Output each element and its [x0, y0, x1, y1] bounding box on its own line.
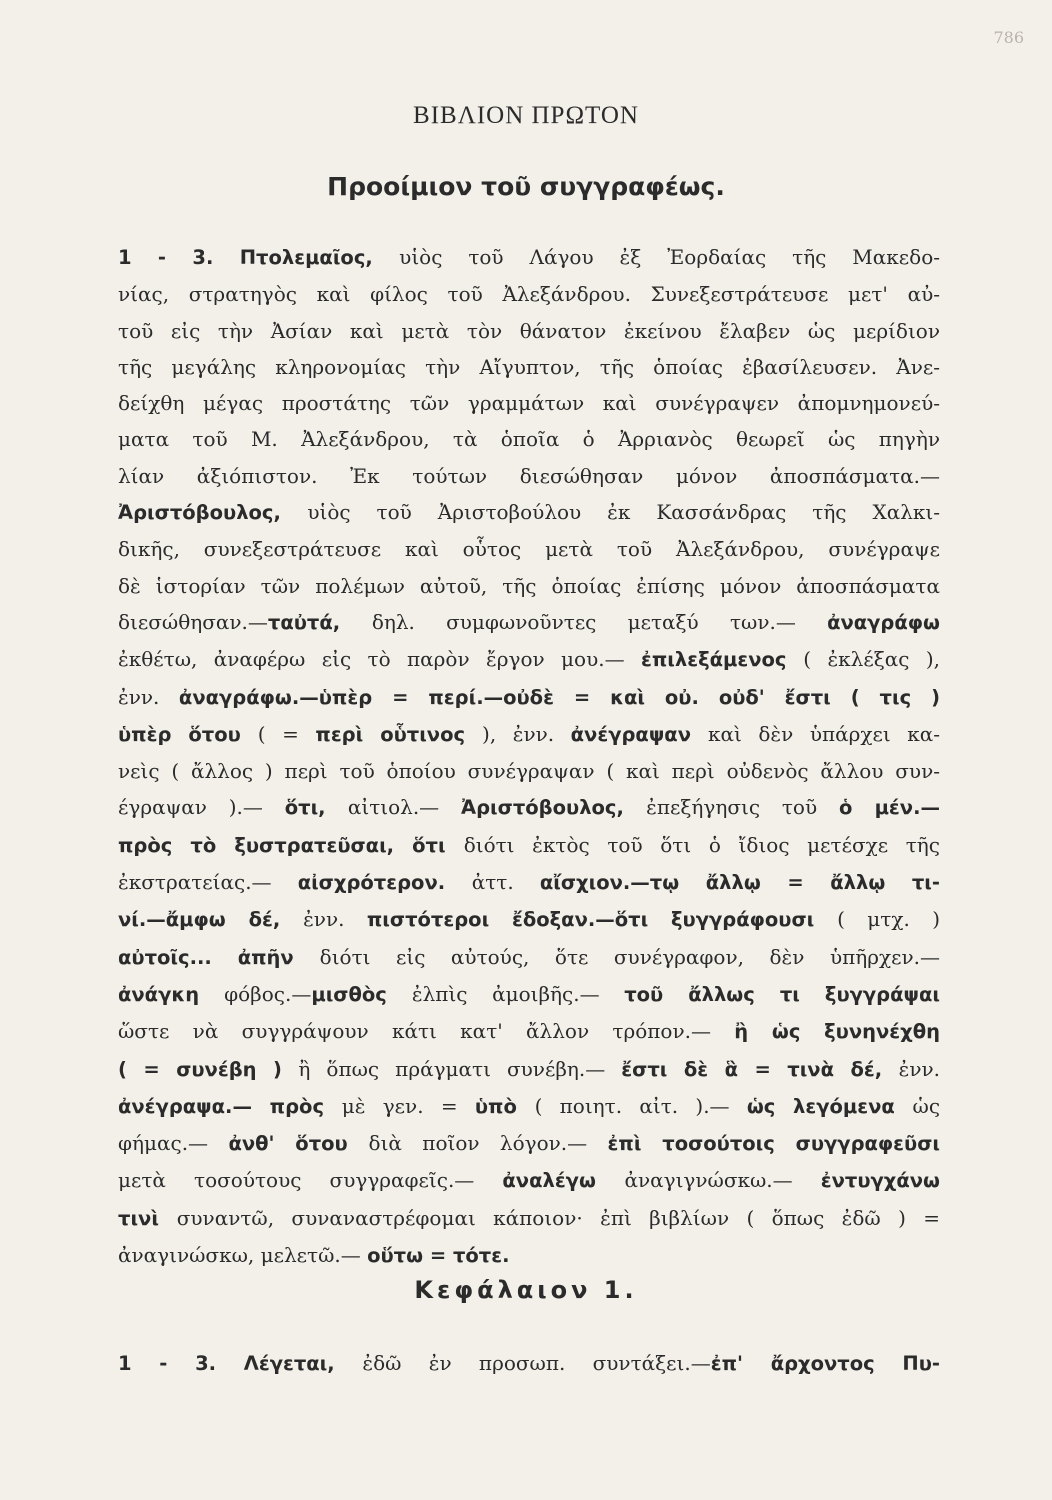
gloss-text: ἐνν.: [118, 684, 179, 709]
gloss-text: ( ποιητ. αἰτ. ).—: [534, 1093, 747, 1118]
text-line: [118, 276, 940, 312]
lemma-bold: ἀνάγκη: [118, 982, 225, 1006]
text-line: [118, 753, 940, 789]
lemma-bold: περὶ οὗτινος: [315, 722, 483, 746]
text-line: [118, 385, 940, 421]
lemma-bold: ἀνέγραψαν: [570, 722, 708, 746]
lemma-bold: αὐτοῖς... ἀπῆν: [118, 945, 320, 969]
chapter-commentary: [118, 1345, 940, 1382]
gloss-text: ἐδῶ ἐν προσωπ. συντάξει.—: [362, 1351, 711, 1375]
gloss-text: διότι ἐκτὸς τοῦ ὅτι ὁ ἴδιος μετέσχε τῆς: [463, 832, 940, 857]
lemma-bold: ( = συνέβη ): [118, 1057, 299, 1081]
page-number: 786: [993, 28, 1024, 47]
gloss-text: καὶ δὲν ὑπάρχει κα-: [707, 721, 941, 746]
lemma-bold: αἰσχρότερον.: [297, 871, 472, 895]
gloss-text: έγραψαν ).—: [118, 795, 285, 820]
gloss-text: συναντῶ, συναναστρέφομαι κάποιον· ἐπὶ βιβλίων ( ὅπως ἐδῶ ) =: [176, 1205, 940, 1230]
text-line: [118, 827, 940, 864]
gloss-text: δηλ. συμφωνοῦντες μεταξύ των.—: [371, 609, 828, 634]
lemma-bold: τοῦ ἄλλως τι ξυγγράψαι: [624, 982, 941, 1006]
gloss-text: αἰτιολ.—: [347, 795, 461, 820]
lemma-bold: Ἀριστόβουλος,: [118, 501, 308, 525]
lemma-bold: ἀναλέγω: [502, 1169, 625, 1193]
gloss-text: ὡς: [912, 1093, 941, 1118]
gloss-text: φήμας.—: [118, 1131, 229, 1156]
text-line: [118, 568, 940, 604]
gloss-text: υἱὸς τοῦ Ἀριστοβούλου ἐκ Κασσάνδρας τῆς Χαλκι-: [307, 500, 940, 525]
text-line: [118, 1013, 940, 1050]
text-line: [118, 458, 940, 494]
lemma-bold: ἐπ' ἄρχοντος Πυ-: [710, 1352, 940, 1375]
lemma-bold: ἀναγράφω.—ὑπὲρ = περί.—οὐδὲ = καὶ οὐ. οὐδ' ἔστι ( τις ): [178, 685, 941, 709]
preface-title: Προοίμιον τοῦ συγγραφέως.: [327, 172, 725, 201]
chapter-title: Κεφάλαιον 1.: [414, 1276, 638, 1304]
gloss-text: ἐλπὶς ἀμοιβῆς.—: [411, 981, 625, 1006]
lemma-bold: ὡς λεγόμενα: [746, 1094, 913, 1118]
text-line: [118, 531, 940, 567]
lemma-bold: ἐπὶ τοσούτοις συγγραφεῦσι: [607, 1132, 940, 1156]
gloss-text: ὥστε νὰ συγγράψουν κάτι κατ' ἄλλον τρόπον.—: [118, 1019, 735, 1044]
lemma-bold: ἀναγράφω: [827, 610, 940, 634]
text-line: [118, 976, 940, 1013]
lemma-bold: ταὐτά,: [267, 610, 372, 634]
gloss-text: ἐνν.: [898, 1056, 940, 1081]
lemma-bold: ὑπὲρ ὅτου: [118, 722, 258, 746]
text-line: [118, 679, 940, 716]
gloss-text: ἐκθέτω, ἀναφέρω εἰς τὸ παρὸν ἔργον μου.—: [118, 647, 641, 672]
gloss-text: ( μτχ. ): [837, 907, 941, 932]
gloss-text: ἀττ.: [471, 870, 540, 895]
gloss-text: ματα τοῦ Μ. Ἀλεξάνδρου, τὰ ὁποῖα ὁ Ἀρριανὸς θεωρεῖ ὡς πηγὴν: [118, 427, 940, 452]
text-line: [118, 901, 940, 938]
lemma-bold: μισθὸς: [311, 982, 412, 1006]
lemma-bold: ὅτι,: [284, 796, 348, 820]
lemma-bold: ἐπιλεξάμενος: [641, 648, 804, 672]
lemma-bold: τινὶ: [118, 1206, 177, 1230]
gloss-text: ἢ ὅπως πράγματι συνέβη.—: [298, 1056, 622, 1081]
lemma-bold: ἀνθ' ὅτου: [228, 1132, 369, 1156]
text-line: [118, 239, 940, 276]
commentary-text: [118, 239, 940, 1274]
text-line: [118, 716, 940, 753]
lemma-bold: οὕτω = τότε.: [367, 1244, 510, 1268]
gloss-text: υἱὸς τοῦ Λάγου ἐξ Ἐορδαίας τῆς Μακεδο-: [399, 245, 940, 269]
lemma-bold: ἢ ὡς ξυνηνέχθη: [734, 1020, 940, 1044]
gloss-text: ( =: [257, 721, 316, 746]
gloss-text: φόβος.—: [224, 981, 312, 1006]
gloss-text: ), ἐνν.: [482, 721, 571, 746]
lemma-bold: ὑπὸ: [474, 1094, 535, 1118]
book-title: ΒΙΒΛΙΟΝ ΠΡΩΤΟΝ: [413, 102, 639, 129]
text-line: [118, 789, 940, 826]
lemma-bold: ἀνέγραψα.— πρὸς: [118, 1094, 342, 1118]
lemma-bold: 1 - 3. Λέγεται,: [118, 1352, 363, 1375]
lemma-bold: ὁ μέν.—: [838, 796, 940, 820]
text-line: [118, 1088, 940, 1125]
gloss-text: διότι εἰς αὐτούς, ὅτε συνέγραφον, δὲν ὑπῆρχεν.—: [319, 944, 940, 969]
lemma-bold: αἴσχιον.—τῳ ἄλλῳ = ἄλλῳ τι-: [539, 871, 940, 895]
lemma-bold: νί.—ἄμφω δέ,: [118, 908, 304, 932]
gloss-text: μετὰ τοσούτους συγγραφεῖς.—: [118, 1168, 503, 1193]
gloss-text: ( ἐκλέξας ),: [803, 647, 940, 672]
text-line: [118, 494, 940, 531]
lemma-bold: 1 - 3. Πτολεμαῖος,: [118, 246, 400, 269]
text-line: [118, 604, 940, 641]
text-line: [118, 641, 940, 678]
text-line: [118, 939, 940, 976]
gloss-text: νίας, στρατηγὸς καὶ φίλος τοῦ Ἀλεξάνδρου. Συνεξεστράτευσε μετ' αὐ-: [118, 282, 940, 307]
lemma-bold: πιστότεροι ἔδοξαν.—ὅτι ξυγγράφουσι: [366, 908, 838, 932]
gloss-text: ἐκστρατείας.—: [118, 870, 298, 895]
text-line: [118, 421, 940, 457]
text-line: [118, 864, 940, 901]
text-line: [118, 1125, 940, 1162]
lemma-bold: πρὸς τὸ ξυστρατεῦσαι, ὅτι: [118, 833, 464, 857]
gloss-text: μὲ γεν. =: [341, 1093, 475, 1118]
gloss-text: διὰ ποῖον λόγον.—: [368, 1131, 608, 1156]
gloss-text: δείχθη μέγας προστάτης τῶν γραμμάτων καὶ συνέγραψεν ἀπομνημονεύ-: [118, 391, 940, 416]
gloss-text: τοῦ εἰς τὴν Ἀσίαν καὶ μετὰ τὸν θάνατον ἐκείνου ἔλαβεν ὡς μερίδιον: [118, 318, 940, 343]
gloss-text: ἐνν.: [303, 907, 367, 932]
lemma-bold: ἐντυγχάνω: [820, 1169, 941, 1193]
gloss-text: διεσώθησαν.—: [118, 609, 268, 634]
gloss-text: δικῆς, συνεξεστράτευσε καὶ οὗτος μετὰ τοῦ Ἀλεξάνδρου, συνέγραψε: [118, 537, 940, 562]
text-line: [118, 349, 940, 385]
lemma-bold: ἔστι δὲ ἃ = τινὰ δέ,: [621, 1057, 899, 1081]
text-line: [118, 1051, 940, 1088]
gloss-text: νεὶς ( ἄλλος ) περὶ τοῦ ὁποίου συνέγραψαν ( καὶ περὶ οὐδενὸς ἄλλου συν-: [118, 759, 940, 784]
gloss-text: τῆς μεγάλης κληρονομίας τὴν Αἴγυπτον, τῆς ὁποίας ἐβασίλευσεν. Ἀνε-: [118, 354, 940, 379]
gloss-text: ἀναγιγνώσκω.—: [624, 1168, 821, 1193]
gloss-text: λίαν ἀξιόπιστον. Ἐκ τούτων διεσώθησαν μόνον ἀποσπάσματα.—: [118, 463, 940, 488]
lemma-bold: Ἀριστόβουλος,: [461, 796, 647, 820]
text-line: [118, 1345, 940, 1382]
text-line: [118, 1237, 940, 1274]
text-line: [118, 313, 940, 349]
gloss-text: δὲ ἱστορίαν τῶν πολέμων αὐτοῦ, τῆς ὁποίας ἐπίσης μόνον ἀποσπάσματα: [118, 573, 940, 598]
gloss-text: ἐπεξήγησις τοῦ: [646, 795, 839, 820]
text-line: [118, 1200, 940, 1237]
text-line: [118, 1162, 940, 1199]
gloss-text: ἀναγινώσκω, μελετῶ.—: [118, 1243, 368, 1268]
